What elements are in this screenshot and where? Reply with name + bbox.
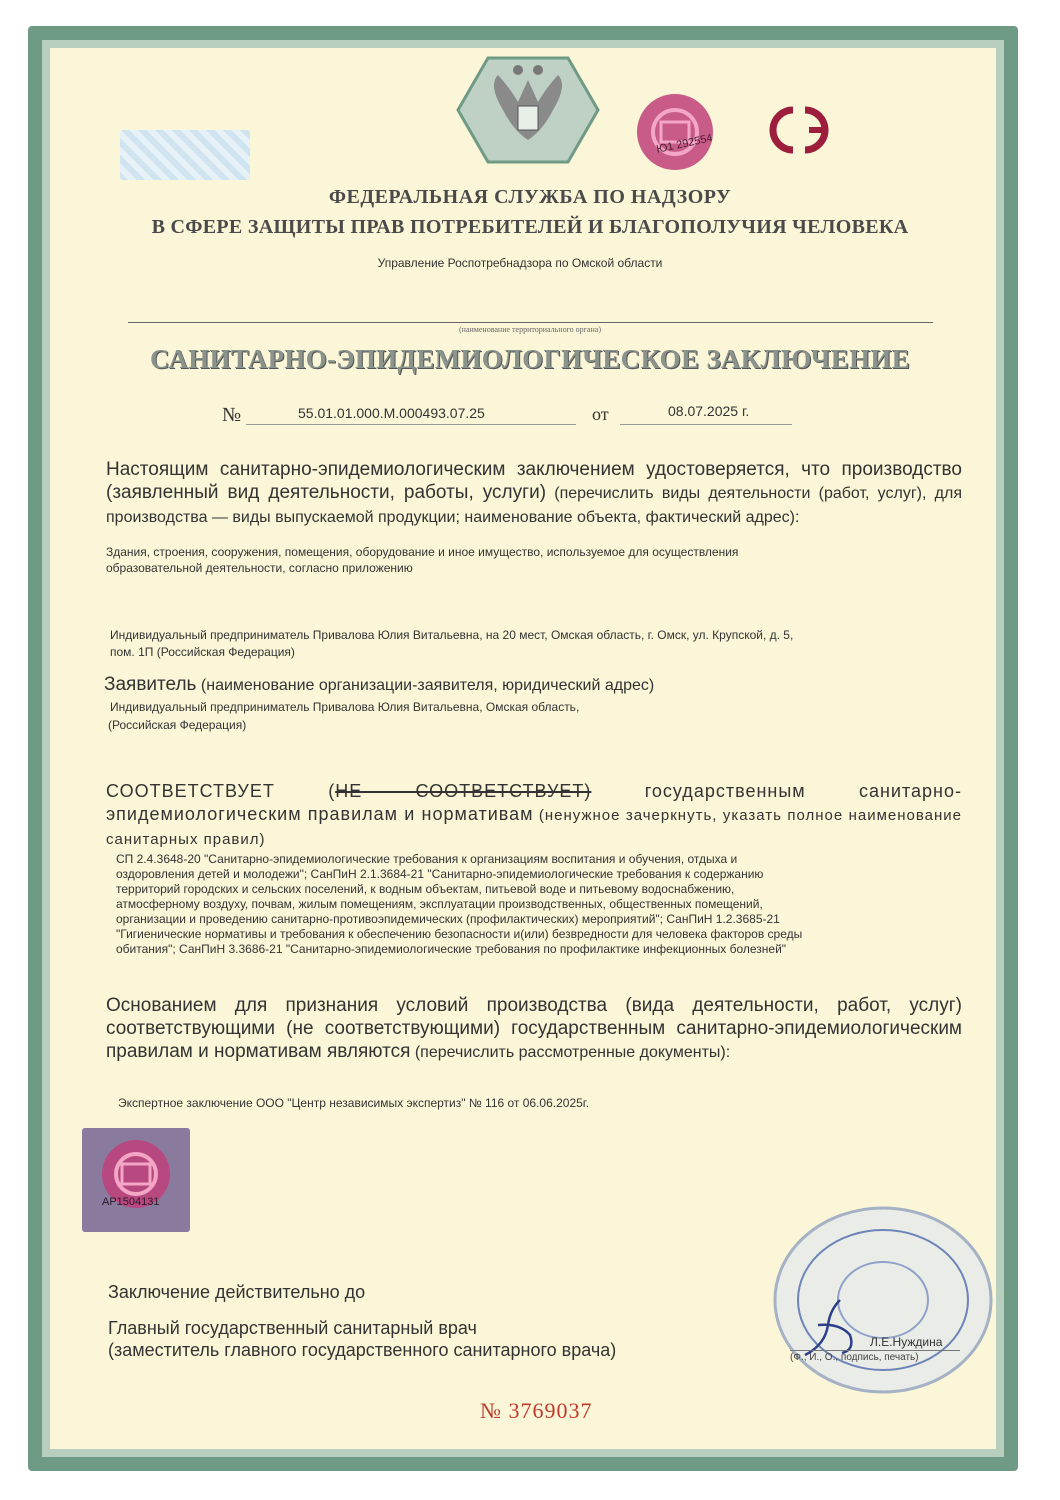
rule-line: организации и проведению санитарно-противоэпидемических (профилактических) мероприятий"; СанПиН 1.2.3685-21 bbox=[116, 912, 780, 926]
validity-text: Заключение действительно до bbox=[108, 1282, 366, 1302]
rule-line: оздоровления детей и молодежи"; СанПиН 2.1.3684-21 "Санитарно-эпидемиологические требования к содержанию bbox=[116, 867, 764, 881]
signatory-title: Главный государственный санитарный врач bbox=[108, 1318, 477, 1338]
intro-caption: (перечислить виды деятельности (работ, услуг), для производства — виды выпускаемой продукции; наименование объекта, фактический адрес): bbox=[106, 485, 962, 526]
serial-number: № 3769037 bbox=[480, 1398, 593, 1423]
sanitary-mark-icon bbox=[755, 100, 850, 160]
certificate-number: 55.01.01.000.М.000493.07.25 bbox=[298, 405, 485, 421]
applicant-label: Заявитель bbox=[104, 674, 197, 695]
basis-caption: (перечислить рассмотренные документы): bbox=[410, 1044, 731, 1061]
number-label: № bbox=[222, 404, 242, 426]
certificate-date: 08.07.2025 г. bbox=[668, 403, 750, 419]
org-name-caption: (наименование территориального органа) bbox=[459, 325, 601, 334]
rules-list bbox=[116, 852, 966, 957]
security-hologram-strip bbox=[120, 130, 250, 180]
intro-lead: Настоящим санитарно-эпидемиологическим заключением удостоверяется, что производство (заявленный вид деятельности, работы, услуги) bbox=[106, 459, 962, 503]
signatory-name: Л.Е.Нуждина bbox=[870, 1335, 943, 1349]
org-name-line bbox=[128, 322, 933, 323]
applicant-heading bbox=[104, 674, 654, 696]
basis-document: Экспертное заключение ООО "Центр независимых экспертиз" № 116 от 06.06.2025г. bbox=[118, 1096, 590, 1110]
number-line bbox=[246, 424, 576, 425]
agency-title-line2: В СФЕРЕ ЗАЩИТЫ ПРАВ ПОТРЕБИТЕЛЕЙ И БЛАГОПОЛУЧИЯ ЧЕЛОВЕКА bbox=[151, 216, 909, 238]
rule-line: обитания"; СанПиН 3.3686-21 "Санитарно-эпидемиологические требования по профилактике инфекционных болезней" bbox=[116, 942, 787, 956]
hologram-bottom-code: АР1504131 bbox=[102, 1196, 160, 1208]
activity-line1: Здания, строения, сооружения, помещения, оборудование и иное имущество, используемое для осуществления bbox=[106, 545, 739, 559]
not-complies-struck: НЕ СООТВЕТСТВУЕТ) bbox=[335, 781, 592, 801]
complies-word: СООТВЕТСТВУЕТ bbox=[106, 781, 275, 801]
signature-caption: (Ф., И., О., подпись, печать) bbox=[790, 1352, 919, 1363]
rule-line: "Гигиенические нормативы и требования к обеспечению безопасности и(или) безвредности для человека факторов среды bbox=[116, 927, 803, 941]
rule-line: СП 2.4.3648-20 "Санитарно-эпидемиологические требования к организациям воспитания и обучения, отдыха и bbox=[116, 852, 738, 866]
hologram-bottom-icon bbox=[82, 1128, 190, 1232]
signatory-deputy: (заместитель главного государственного санитарного врача) bbox=[108, 1340, 617, 1360]
applicant-line2: (Российская Федерация) bbox=[108, 718, 247, 732]
conformity-rest: государственным санитарно-эпидемиологическим правилам и нормативам bbox=[106, 781, 962, 824]
rule-line: атмосферному воздуху, почвам, жилым помещениям, эксплуатации производственных, общественных помещений, bbox=[116, 897, 763, 911]
eagle-emblem-icon bbox=[448, 40, 608, 180]
rule-line: территорий городских и сельских поселений, к водным объектам, питьевой воде и питьевому водоснабжению, bbox=[116, 882, 735, 896]
activity-line2: образовательной деятельности, согласно приложению bbox=[106, 561, 413, 575]
hologram-top-code: Ю1 292554 bbox=[655, 132, 714, 156]
applicant-line1: Индивидуальный предприниматель Привалова Юлия Витальевна, Омская область, bbox=[110, 700, 580, 714]
hologram-sticker-bottom bbox=[82, 1128, 190, 1232]
basis-lead: Основанием для признания условий производства (вида деятельности, работ, услуг) соответствующими (не соответствующими) государственным санитарно-эпидемиологическим правилам и нормативам являются bbox=[106, 995, 962, 1062]
applicant-caption: (наименование организации-заявителя, юридический адрес) bbox=[196, 677, 655, 694]
document-title: САНИТАРНО-ЭПИДЕМИОЛОГИЧЕСКОЕ ЗАКЛЮЧЕНИЕ bbox=[150, 344, 910, 374]
agency-title-line1: ФЕДЕРАЛЬНАЯ СЛУЖБА ПО НАДЗОРУ bbox=[328, 186, 732, 208]
signature-line bbox=[790, 1350, 960, 1351]
department-name: Управление Роспотребнадзора по Омской области bbox=[377, 256, 663, 270]
conformity-paragraph: СООТВЕТСТВУЕТ (НЕ СООТВЕТСТВУЕТ) государственным санитарно-эпидемиологическим правилам и нормативам (ненужное зачеркнуть, указать полное наименование санитарных правил) bbox=[106, 781, 962, 848]
date-label: от bbox=[592, 404, 609, 424]
intro-paragraph bbox=[106, 458, 962, 529]
object-line2: пом. 1П (Российская Федерация) bbox=[110, 645, 295, 659]
basis-paragraph bbox=[106, 994, 962, 1064]
date-line bbox=[620, 424, 792, 425]
conformity-caption: (ненужное зачеркнуть, указать полное наименование санитарных правил) bbox=[106, 807, 962, 848]
object-line1: Индивидуальный предприниматель Привалова Юлия Витальевна, на 20 мест, Омская область, г. Омск, ул. Крупской, д. 5, bbox=[110, 628, 794, 642]
